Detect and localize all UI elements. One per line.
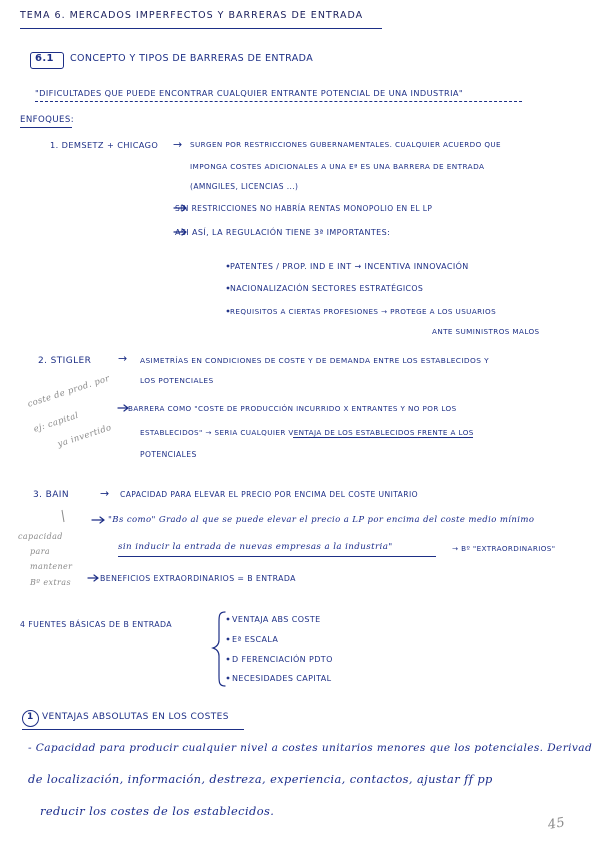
stigler-label: 2. STIGLER (38, 356, 92, 366)
demsetz-line-3: (AMNGILES, LICENCIAS ...) (190, 182, 299, 191)
demsetz-line-5: ASI ASÍ, LA REGULACIÓN TIENE 3ª IMPORTANTES: (175, 228, 391, 237)
arrow-demsetz-line-4 (174, 205, 186, 211)
fuentes-item-1: VENTAJA ABS COSTE (232, 615, 321, 624)
stigler-line-5: POTENCIALES (140, 450, 197, 459)
arrow-bain-line-2 (92, 517, 104, 523)
bain-arrow: → (100, 487, 110, 500)
body-line-2: de localización, información, destreza, experiencia, contactos, ajustar ff pp (28, 772, 493, 786)
bain-line-2: "Bs como" Grado al que se puede elevar el precio a LP por encima del coste medio mínimo (108, 515, 535, 525)
stigler-margin-note-3: ya invertido (56, 422, 113, 450)
stigler-margin-note-2: ej: capital (32, 410, 81, 435)
demsetz-item-3: REQUISITOS A CIERTAS PROFESIONES → PROTEGE A LOS USUARIOS (230, 307, 497, 316)
demsetz-line-1: SURGEN POR RESTRICCIONES GUBERNAMENTALES. CUALQUIER ACUERDO QUE (190, 140, 501, 149)
stigler-line-2: LOS POTENCIALES (140, 376, 214, 385)
bain-line-3: sin inducir la entrada de nuevas empresas a la industria" (118, 542, 393, 552)
body-line-1: - Capacidad para producir cualquier nivel a costes unitarios menores que los potenciales. Derivad (28, 742, 593, 754)
bain-line-4: BENEFICIOS EXTRAORDINARIOS = B ENTRADA (100, 574, 296, 583)
demsetz-arrow: → (173, 138, 183, 151)
bain-margin-note-2: para (30, 547, 51, 556)
enfoques-label: ENFOQUES: (20, 115, 75, 125)
arrow-bain-line-4 (88, 575, 98, 581)
body-line-3: reducir los costes de los establecidos. (40, 804, 275, 818)
bullet-dot (227, 310, 229, 312)
bain-line-1: CAPACIDAD PARA ELEVAR EL PRECIO POR ENCIMA DEL COSTE UNITARIO (120, 490, 418, 499)
bullet-dot (227, 658, 229, 660)
stigler-margin-note-1: coste de prod. por (26, 373, 112, 410)
demsetz-line-2: IMPONGA COSTES ADICIONALES A UNA Eª ES UNA BARRERA DE ENTRADA (190, 162, 485, 171)
bullet-dot (227, 677, 229, 679)
subsection-heading: VENTAJAS ABSOLUTAS EN LOS COSTES (42, 712, 229, 722)
arrow-stigler-line-3 (118, 405, 128, 411)
arrow-demsetz-line-5 (174, 229, 186, 235)
fuentes-item-4: NECESIDADES CAPITAL (232, 674, 332, 683)
stigler-line-3: BARRERA COMO "COSTE DE PRODUCCIÓN INCURRIDO X ENTRANTES Y NO POR LOS (128, 404, 457, 413)
page-mark: 45 (546, 815, 567, 833)
page-title: TEMA 6. MERCADOS IMPERFECTOS Y BARRERAS DE ENTRADA (20, 10, 364, 21)
bullet-dot (227, 618, 229, 620)
stigler-line-4: ESTABLECIDOS" → SERIA CUALQUIER VENTAJA DE LOS ESTABLECIDOS FRENTE A LOS (140, 428, 474, 437)
bain-margin-note-3: mantener (30, 562, 73, 571)
demsetz-item-4: ANTE SUMINISTROS MALOS (432, 327, 540, 336)
fuentes-brace (213, 612, 225, 686)
subsection-number: 1 (27, 712, 34, 722)
bain-margin-note-1: capacidad (18, 532, 63, 541)
bullet-dot (227, 638, 229, 640)
bullet-dot (227, 287, 229, 289)
stigler-arrow: → (118, 352, 128, 365)
pencil-mark (62, 510, 64, 522)
bain-margin-note-4: Bº extras (30, 578, 71, 587)
bain-line-3b: → Bº "EXTRAORDINARIOS" (452, 544, 556, 553)
fuentes-item-3: D FERENCIACIÓN PDTO (232, 655, 333, 664)
bain-label: 3. BAIN (33, 490, 69, 500)
section-heading: CONCEPTO Y TIPOS DE BARRERAS DE ENTRADA (70, 53, 314, 64)
definition: "DIFICULTADES QUE PUEDE ENCONTRAR CUALQUIER ENTRANTE POTENCIAL DE UNA INDUSTRIA" (35, 88, 464, 98)
section-number: 6.1 (35, 53, 54, 64)
fuentes-label: 4 FUENTES BÁSICAS DE B ENTRADA (20, 620, 173, 629)
demsetz-item-2: NACIONALIZACIÓN SECTORES ESTRATÉGICOS (230, 284, 424, 293)
fuentes-item-2: Eª ESCALA (232, 635, 279, 644)
demsetz-item-1: PATENTES / PROP. IND E INT → INCENTIVA INNOVACIÓN (230, 262, 469, 271)
stigler-line-1: ASIMETRÍAS EN CONDICIONES DE COSTE Y DE DEMANDA ENTRE LOS ESTABLECIDOS Y (140, 356, 489, 365)
demsetz-label: 1. DEMSETZ + CHICAGO (50, 140, 159, 150)
demsetz-line-4: SIN RESTRICCIONES NO HABRÍA RENTAS MONOPOLIO EN EL LP (175, 204, 433, 213)
bullet-dot (227, 265, 229, 267)
